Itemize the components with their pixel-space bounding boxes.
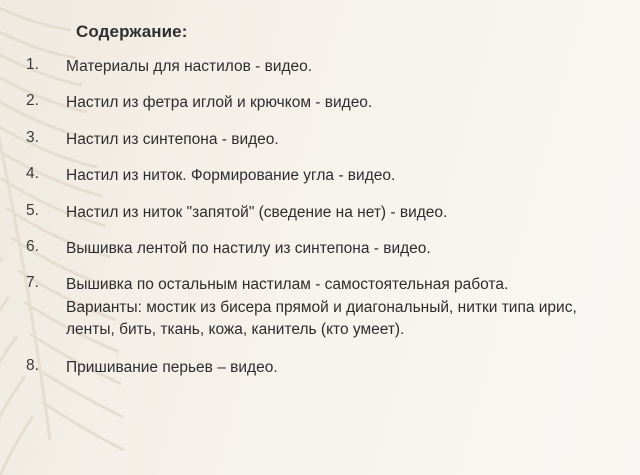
list-item	[18, 129, 622, 150]
list-item	[18, 202, 622, 223]
list-item	[18, 92, 622, 113]
list-item	[18, 274, 622, 341]
list-item-text: Настил из ниток "запятой" (сведение на нет) - видео.	[66, 203, 448, 221]
list-item	[18, 165, 622, 186]
list-item-number: 2.	[26, 92, 39, 110]
list-item	[18, 357, 622, 378]
list-item-text: Материалы для настилов - видео.	[66, 58, 313, 75]
list-item-number: 1.	[26, 56, 39, 73]
list-item-number: 6.	[26, 237, 39, 255]
list-item-number: 8.	[26, 356, 39, 374]
list-item-text: Настил из ниток. Формирование угла - видео.	[66, 167, 396, 185]
list-item	[18, 238, 622, 259]
page-title: Содержание:	[76, 22, 188, 41]
list-item-text: Вышивка по остальным настилам - самостоятельная работа. Варианты: мостик из бисера прямой и диагональный, нитки типа ирис, ленты, бить, ткань, кожа, канитель (кто умеет).	[66, 276, 577, 339]
list-item-text: Настил из фетра иглой и крючком - видео.	[66, 94, 373, 112]
contents-list	[18, 56, 622, 378]
list-item-number: 4.	[26, 165, 39, 183]
list-item-number: 5.	[26, 201, 39, 219]
list-item-number: 7.	[26, 274, 39, 292]
list-item	[18, 56, 622, 77]
list-item-text: Пришивание перьев – видео.	[66, 358, 278, 376]
list-item-number: 3.	[26, 128, 39, 146]
list-item-text: Настил из синтепона - видео.	[66, 130, 279, 148]
list-item-text: Вышивка лентой по настилу из синтепона - видео.	[66, 239, 431, 257]
